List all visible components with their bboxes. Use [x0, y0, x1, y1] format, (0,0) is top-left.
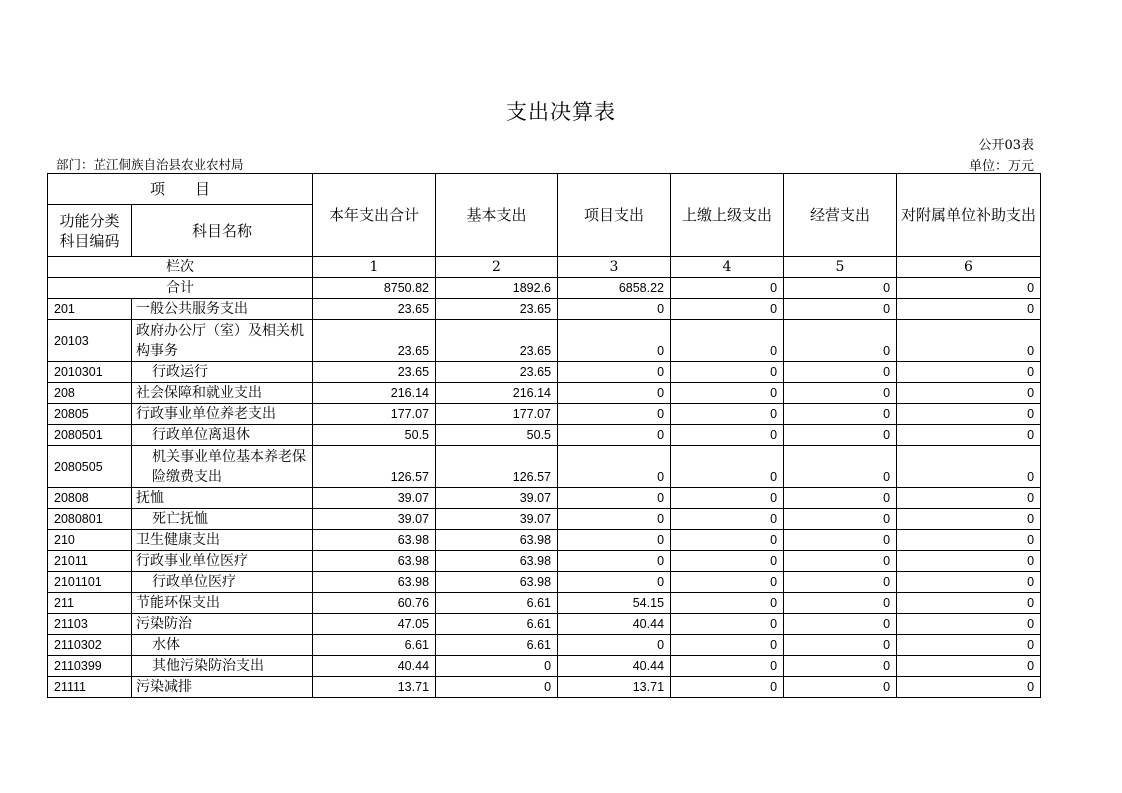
amount-cell: 0 [897, 677, 1041, 698]
amount-cell: 13.71 [313, 677, 436, 698]
amount-cell: 0 [784, 635, 897, 656]
table-row [48, 320, 1041, 362]
amount-cell: 0 [784, 299, 897, 320]
amount-cell: 216.14 [436, 383, 558, 404]
table-row [48, 488, 1041, 509]
amount-cell: 0 [558, 362, 671, 383]
amount-cell: 0 [897, 530, 1041, 551]
table-row [48, 551, 1041, 572]
amount-cell: 0 [897, 656, 1041, 677]
amount-cell: 0 [897, 383, 1041, 404]
subject-name: 行政运行 [132, 362, 313, 383]
subject-name: 机关事业单位基本养老保险缴费支出 [132, 446, 313, 488]
amount-cell: 0 [671, 572, 784, 593]
amount-cell: 0 [784, 383, 897, 404]
amount-cell: 0 [784, 425, 897, 446]
amount-cell: 0 [897, 635, 1041, 656]
amount-cell: 0 [897, 488, 1041, 509]
amount-cell: 0 [671, 488, 784, 509]
unit-label: 单位：万元 [968, 159, 1034, 174]
subject-name: 死亡抚恤 [132, 509, 313, 530]
amount-cell: 6.61 [313, 635, 436, 656]
function-code: 2080801 [48, 509, 132, 530]
table-row [48, 656, 1041, 677]
amount-cell: 63.98 [436, 530, 558, 551]
function-code: 2110399 [48, 656, 132, 677]
amount-cell: 0 [671, 656, 784, 677]
header-project: 项目支出 [558, 174, 671, 257]
amount-cell: 0 [784, 656, 897, 677]
function-code: 201 [48, 299, 132, 320]
amount-cell: 0 [897, 362, 1041, 383]
total-value: 8750.82 [313, 278, 436, 299]
amount-cell: 0 [558, 509, 671, 530]
subject-name: 一般公共服务支出 [132, 299, 313, 320]
amount-cell: 0 [897, 425, 1041, 446]
amount-cell: 0 [784, 509, 897, 530]
amount-cell: 0 [558, 635, 671, 656]
amount-cell: 0 [671, 404, 784, 425]
header-item: 项 目 [48, 174, 313, 205]
amount-cell: 63.98 [313, 551, 436, 572]
amount-cell: 0 [558, 488, 671, 509]
amount-cell: 126.57 [436, 446, 558, 488]
amount-cell: 0 [671, 593, 784, 614]
amount-cell: 40.44 [558, 614, 671, 635]
form-number: 公开03表 [978, 138, 1034, 153]
amount-cell: 13.71 [558, 677, 671, 698]
amount-cell: 0 [784, 446, 897, 488]
amount-cell: 0 [784, 530, 897, 551]
amount-cell: 63.98 [436, 551, 558, 572]
amount-cell: 0 [671, 425, 784, 446]
function-code: 20103 [48, 320, 132, 362]
amount-cell: 50.5 [436, 425, 558, 446]
amount-cell: 0 [784, 572, 897, 593]
subject-name: 污染防治 [132, 614, 313, 635]
amount-cell: 0 [558, 299, 671, 320]
amount-cell: 50.5 [313, 425, 436, 446]
column-label: 栏次 [48, 257, 313, 278]
amount-cell: 23.65 [313, 320, 436, 362]
table-row [48, 530, 1041, 551]
col-number: 2 [436, 257, 558, 278]
amount-cell: 0 [671, 530, 784, 551]
department-label: 部门：芷江侗族自治县农业农村局 [56, 157, 244, 172]
amount-cell: 0 [671, 509, 784, 530]
header-basic: 基本支出 [436, 174, 558, 257]
amount-cell: 0 [897, 320, 1041, 362]
amount-cell: 6.61 [436, 614, 558, 635]
page-title: 支出决算表 [506, 100, 616, 124]
amount-cell: 0 [784, 404, 897, 425]
subject-name: 节能环保支出 [132, 593, 313, 614]
amount-cell: 0 [558, 425, 671, 446]
amount-cell: 0 [558, 551, 671, 572]
amount-cell: 0 [897, 614, 1041, 635]
amount-cell: 126.57 [313, 446, 436, 488]
col-number: 6 [897, 257, 1041, 278]
amount-cell: 0 [671, 635, 784, 656]
amount-cell: 0 [558, 446, 671, 488]
amount-cell: 23.65 [436, 320, 558, 362]
amount-cell: 0 [897, 572, 1041, 593]
amount-cell: 0 [784, 488, 897, 509]
amount-cell: 39.07 [313, 488, 436, 509]
table-row [48, 614, 1041, 635]
function-code: 21103 [48, 614, 132, 635]
subject-name: 行政事业单位养老支出 [132, 404, 313, 425]
amount-cell: 63.98 [313, 530, 436, 551]
header-upper: 上缴上级支出 [671, 174, 784, 257]
subject-name: 行政单位医疗 [132, 572, 313, 593]
amount-cell: 47.05 [313, 614, 436, 635]
amount-cell: 39.07 [436, 488, 558, 509]
col-number: 5 [784, 257, 897, 278]
subject-name: 其他污染防治支出 [132, 656, 313, 677]
subject-name: 卫生健康支出 [132, 530, 313, 551]
function-code: 211 [48, 593, 132, 614]
header-subsidy: 对附属单位补助支出 [897, 174, 1041, 257]
function-code: 20805 [48, 404, 132, 425]
table-row [48, 593, 1041, 614]
subject-name: 政府办公厅（室）及相关机构事务 [132, 320, 313, 362]
amount-cell: 177.07 [313, 404, 436, 425]
table-row [48, 425, 1041, 446]
amount-cell: 0 [671, 614, 784, 635]
amount-cell: 39.07 [313, 509, 436, 530]
total-value: 1892.6 [436, 278, 558, 299]
amount-cell: 6.61 [436, 635, 558, 656]
amount-cell: 23.65 [436, 299, 558, 320]
amount-cell: 0 [784, 320, 897, 362]
total-value: 0 [784, 278, 897, 299]
table-row [48, 404, 1041, 425]
header-subject-name: 科目名称 [132, 205, 313, 257]
subject-name: 行政单位离退休 [132, 425, 313, 446]
amount-cell: 0 [558, 404, 671, 425]
table-row [48, 362, 1041, 383]
col-number: 3 [558, 257, 671, 278]
amount-cell: 0 [558, 320, 671, 362]
amount-cell: 216.14 [313, 383, 436, 404]
amount-cell: 0 [558, 572, 671, 593]
amount-cell: 0 [436, 656, 558, 677]
amount-cell: 0 [897, 509, 1041, 530]
amount-cell: 0 [671, 362, 784, 383]
function-code: 21111 [48, 677, 132, 698]
expenditure-table [47, 173, 1041, 698]
subject-name: 抚恤 [132, 488, 313, 509]
header-business: 经营支出 [784, 174, 897, 257]
table-row [48, 383, 1041, 404]
amount-cell: 0 [784, 362, 897, 383]
amount-cell: 0 [897, 404, 1041, 425]
amount-cell: 40.44 [558, 656, 671, 677]
amount-cell: 54.15 [558, 593, 671, 614]
amount-cell: 177.07 [436, 404, 558, 425]
table-body [48, 299, 1041, 698]
total-value: 6858.22 [558, 278, 671, 299]
amount-cell: 0 [671, 383, 784, 404]
function-code: 2080505 [48, 446, 132, 488]
function-code: 2080501 [48, 425, 132, 446]
amount-cell: 0 [671, 446, 784, 488]
header-func-code: 功能分类科目编码 [48, 205, 132, 257]
function-code: 2110302 [48, 635, 132, 656]
amount-cell: 63.98 [313, 572, 436, 593]
function-code: 208 [48, 383, 132, 404]
amount-cell: 0 [671, 320, 784, 362]
function-code: 210 [48, 530, 132, 551]
function-code: 2101101 [48, 572, 132, 593]
subject-name: 污染减排 [132, 677, 313, 698]
table-row [48, 509, 1041, 530]
amount-cell: 63.98 [436, 572, 558, 593]
function-code: 2010301 [48, 362, 132, 383]
table-row [48, 572, 1041, 593]
amount-cell: 0 [897, 551, 1041, 572]
col-number: 4 [671, 257, 784, 278]
table-row [48, 446, 1041, 488]
amount-cell: 0 [784, 614, 897, 635]
amount-cell: 0 [558, 383, 671, 404]
amount-cell: 23.65 [313, 362, 436, 383]
amount-cell: 39.07 [436, 509, 558, 530]
table-row [48, 677, 1041, 698]
amount-cell: 0 [897, 446, 1041, 488]
amount-cell: 0 [671, 299, 784, 320]
amount-cell: 0 [671, 551, 784, 572]
amount-cell: 23.65 [436, 362, 558, 383]
subject-name: 水体 [132, 635, 313, 656]
col-number: 1 [313, 257, 436, 278]
amount-cell: 0 [558, 530, 671, 551]
amount-cell: 0 [784, 593, 897, 614]
total-label: 合计 [48, 278, 313, 299]
function-code: 20808 [48, 488, 132, 509]
subject-name: 行政事业单位医疗 [132, 551, 313, 572]
total-value: 0 [671, 278, 784, 299]
function-code: 21011 [48, 551, 132, 572]
total-value: 0 [897, 278, 1041, 299]
subject-name: 社会保障和就业支出 [132, 383, 313, 404]
amount-cell: 23.65 [313, 299, 436, 320]
amount-cell: 6.61 [436, 593, 558, 614]
amount-cell: 0 [784, 551, 897, 572]
amount-cell: 0 [436, 677, 558, 698]
amount-cell: 0 [671, 677, 784, 698]
header-total: 本年支出合计 [313, 174, 436, 257]
table-row [48, 635, 1041, 656]
amount-cell: 0 [897, 593, 1041, 614]
table-row [48, 299, 1041, 320]
amount-cell: 40.44 [313, 656, 436, 677]
amount-cell: 0 [784, 677, 897, 698]
amount-cell: 60.76 [313, 593, 436, 614]
amount-cell: 0 [897, 299, 1041, 320]
